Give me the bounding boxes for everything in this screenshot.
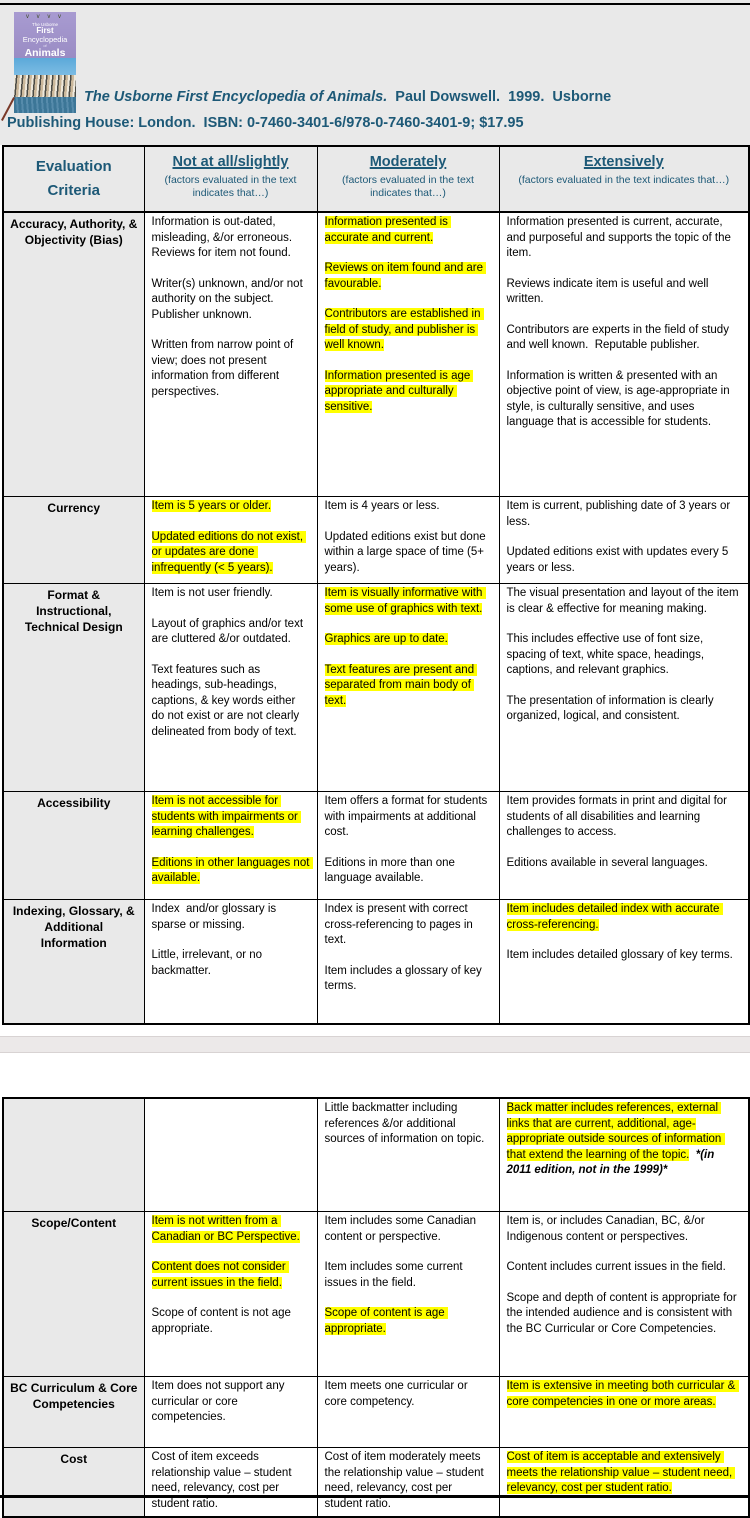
cell-paragraph [152, 586, 310, 602]
column-header-criteria: Evaluation Criteria [3, 146, 144, 212]
cell-text: Contributors are experts in the field of study and well known. Reputable publisher. [506, 323, 733, 351]
cell-paragraph [325, 1101, 492, 1148]
cell-paragraph [507, 1291, 742, 1338]
cell-text: Reviews indicate item is useful and well written. [506, 277, 712, 305]
cell-paragraph [152, 1214, 310, 1245]
column-header-label: Moderately [369, 154, 447, 170]
cell-text: Information is out-dated, misleading, &/or erroneous. Reviews for item not found. [151, 216, 299, 259]
cell-paragraph [507, 277, 742, 308]
cell-paragraph [507, 499, 742, 530]
criteria-cell: Cost [3, 1448, 144, 1518]
rubric-cell [317, 497, 499, 584]
rubric-row [3, 1448, 749, 1518]
cell-paragraph [325, 856, 492, 887]
cell-paragraph [325, 632, 492, 648]
header-band [0, 0, 750, 145]
cell-paragraph [152, 1260, 310, 1291]
rubric-cell [499, 1098, 749, 1212]
cell-text: Index and/or glossary is sparse or missing. [151, 903, 280, 931]
citation-authors: Paul Dowswell. 1999. Usborne [387, 89, 612, 105]
criteria-cell: Accuracy, Authority, & Objectivity (Bias) [3, 212, 144, 497]
rubric-cell [317, 1098, 499, 1212]
cell-paragraph [325, 1214, 492, 1245]
cell-paragraph [325, 964, 492, 995]
rubric-cell [144, 1448, 317, 1518]
cell-paragraph [507, 369, 742, 431]
cell-paragraph [325, 530, 492, 577]
cell-paragraph [151, 856, 313, 887]
highlighted-text: Cost of item is acceptable and extensively meets the relationship value – student need, relevancy, cost per student ratio. [506, 1451, 736, 1494]
rubric-row [3, 1377, 749, 1448]
rubric-cell [144, 584, 317, 792]
cover-title-line3: of [43, 43, 47, 48]
criteria-cell [3, 1098, 144, 1212]
criteria-cell: Accessibility [3, 792, 144, 900]
highlighted-text: Back matter includes references, external links that are current, additional, age-appropriate outside sources of information that extend the learning of the topic. [506, 1102, 725, 1161]
rubric-cell [317, 584, 499, 792]
cell-paragraph [507, 1214, 742, 1245]
cell-text: Item meets one curricular or core competency. [324, 1380, 471, 1408]
cell-text: Item includes some current issues in the field. [324, 1261, 466, 1289]
highlighted-text: Information presented is accurate and current. [324, 216, 452, 244]
cell-text: Editions in more than one language available. [324, 856, 459, 884]
cell-paragraph [325, 215, 492, 246]
cell-paragraph [325, 261, 492, 292]
cell-text: Item is current, publishing date of 3 years or less. [506, 500, 734, 528]
rubric-cell [317, 212, 499, 497]
highlighted-text: Editions in other languages not available. [151, 856, 313, 884]
rubric-cell [499, 497, 749, 584]
cell-paragraph [325, 794, 492, 841]
book-cover-top [14, 12, 76, 58]
cell-text: Item provides formats in print and digital for students of all disabilities and learning challenges to access. [506, 795, 731, 838]
column-header-subtext: (factors evaluated in the text indicates that…) [342, 174, 474, 199]
cell-paragraph [325, 586, 492, 617]
cell-text: Scope and depth of content is appropriate for the intended audience and is consistent with the BC Curricular or Core Competencies. [506, 1291, 740, 1335]
cell-paragraph [152, 794, 310, 841]
rubric-cell [499, 1448, 749, 1518]
citation-title: The Usborne First Encyclopedia of Animals. [84, 89, 388, 105]
cell-paragraph [325, 307, 492, 354]
highlighted-text: Item is 5 years or older. [151, 500, 272, 512]
cell-paragraph [325, 499, 492, 515]
geese-illustration: v v v v [25, 14, 64, 20]
cell-text: Updated editions exist with updates every 5 years or less. [506, 546, 732, 574]
rubric-cell [317, 900, 499, 1025]
cell-paragraph [507, 215, 742, 262]
highlighted-text: Updated editions do not exist, or updates are done infrequently (< 5 years). [151, 530, 307, 574]
cell-text: Item is, or includes Canadian, BC, &/or Indigenous content or perspectives. [506, 1215, 708, 1243]
rubric-row [3, 1098, 749, 1212]
cell-paragraph [507, 586, 742, 617]
highlighted-text: Item includes detailed index with accurate cross-referencing. [506, 903, 723, 931]
cell-text: Cost of item moderately meets the relationship value – student need, relevancy, cost per student ratio. [324, 1451, 487, 1510]
citation-line2: Publishing House: London. ISBN: 0-7460-3401-6/978-0-7460-3401-9; $17.95 [7, 115, 524, 131]
cell-text: Cost of item exceeds relationship value – student need, relevancy, cost per student ratio. [151, 1451, 295, 1510]
cell-text: Editions available in several languages. [506, 856, 708, 869]
rubric-row [3, 584, 749, 792]
rubric-row [3, 212, 749, 497]
cell-paragraph [152, 1450, 310, 1512]
cover-water-reflection [14, 97, 76, 113]
cell-paragraph [507, 323, 742, 354]
cell-paragraph [152, 948, 310, 979]
column-header-subtext: (factors evaluated in the text indicates that…) [164, 174, 297, 199]
rubric-header-row [3, 146, 749, 212]
cell-text: Item does not support any curricular or core competencies. [151, 1380, 288, 1423]
column-header-label: Not at all/slightly [172, 154, 289, 170]
rubric-cell [317, 792, 499, 900]
cell-text: Index is present with correct cross-referencing to pages in text. [324, 903, 477, 946]
highlighted-text: Graphics are up to date. [324, 633, 448, 645]
rubric-cell [144, 1098, 317, 1212]
highlighted-text: Item is not written from a Canadian or BC Perspective. [151, 1215, 300, 1243]
rubric-cell [144, 212, 317, 497]
cell-text: Little backmatter including references &/or additional sources of information on topic. [324, 1102, 485, 1145]
citation-line1 [84, 86, 744, 108]
cell-text: Scope of content is not age appropriate. [151, 1307, 295, 1335]
cell-text: This includes effective use of font size, spacing of text, white space, headings, captions, and relevant graphics. [506, 633, 708, 676]
cell-paragraph [152, 1379, 310, 1426]
cell-paragraph [152, 499, 310, 515]
cell-paragraph [325, 1260, 492, 1291]
cell-paragraph [507, 948, 742, 964]
rubric-row [3, 900, 749, 1025]
cell-paragraph [507, 1450, 742, 1497]
highlighted-text: Scope of content is age appropriate. [324, 1307, 448, 1335]
rubric-cell [144, 1212, 317, 1377]
cell-text: Item includes detailed glossary of key terms. [506, 949, 733, 961]
cell-paragraph [152, 663, 310, 741]
criteria-cell: Format & Instructional, Technical Design [3, 584, 144, 792]
cell-paragraph [152, 1306, 310, 1337]
cell-paragraph [507, 1379, 742, 1410]
rubric-cell [317, 1448, 499, 1518]
cell-paragraph [325, 663, 492, 710]
cell-paragraph [152, 277, 310, 324]
rubric-cell [499, 1377, 749, 1448]
cell-paragraph [325, 1306, 492, 1337]
cell-text: Content includes current issues in the field. [506, 1261, 726, 1273]
cell-paragraph [507, 856, 742, 872]
cover-title-line1: First [36, 26, 54, 35]
criteria-cell: Indexing, Glossary, & Additional Information [3, 900, 144, 1025]
rubric-cell [144, 792, 317, 900]
cover-title-line2: Encyclopedia [22, 35, 68, 44]
rubric-cell [317, 1212, 499, 1377]
column-header-not-at-all [144, 146, 317, 212]
cell-paragraph [507, 694, 742, 725]
cell-paragraph [152, 338, 310, 400]
cell-text: Layout of graphics and/or text are cluttered &/or outdated. [151, 617, 307, 645]
column-header-subtext: (factors evaluated in the text indicates that…) [518, 174, 730, 186]
rubric-cell [499, 212, 749, 497]
top-border-line [0, 3, 750, 5]
rubric-table-page-2 [2, 1097, 750, 1518]
highlighted-text: Contributors are established in field of study, and publisher is well known. [324, 308, 484, 351]
cell-text: Item is not user friendly. [151, 587, 273, 599]
criteria-cell: Currency [3, 497, 144, 584]
highlighted-text: Content does not consider current issues in the field. [151, 1261, 289, 1289]
cell-paragraph [325, 902, 492, 949]
criteria-cell: Scope/Content [3, 1212, 144, 1377]
rubric-table-page-1 [2, 145, 750, 1025]
cell-paragraph [507, 902, 742, 933]
rubric-cell [144, 1377, 317, 1448]
cell-text: Updated editions exist but done within a large space of time (5+ years). [324, 530, 489, 574]
rubric-row [3, 1212, 749, 1377]
page-separator [0, 1036, 750, 1053]
cell-text: The presentation of information is clearly organized, logical, and consistent. [506, 694, 717, 722]
rubric-cell [499, 900, 749, 1025]
cell-paragraph [152, 902, 310, 933]
cell-text: Written from narrow point of view; does not present information from different perspectives. [151, 339, 297, 398]
highlighted-text: Text features are present and separated from main body of text. [324, 663, 478, 707]
criteria-cell: BC Curriculum & Core Competencies [3, 1377, 144, 1448]
rubric-cell [499, 792, 749, 900]
cover-title-line4: Animals [24, 47, 66, 58]
cell-paragraph [507, 1101, 742, 1179]
rubric-cell [499, 584, 749, 792]
rubric-cell [144, 900, 317, 1025]
cover-brand-text: The Usborne [31, 22, 58, 27]
cell-paragraph [152, 617, 310, 648]
cell-text: Item is 4 years or less. [324, 500, 440, 512]
rubric-cell [317, 1377, 499, 1448]
cell-text: Little, irrelevant, or no backmatter. [151, 949, 266, 977]
rubric-cell [144, 497, 317, 584]
book-cover-image [14, 12, 76, 113]
column-header-label: Extensively [583, 154, 664, 170]
cell-text: *(in 2011 edition, not in the 1999)* [506, 1148, 718, 1176]
highlighted-text: Information presented is age appropriate and culturally sensitive. [324, 369, 474, 413]
cell-paragraph [507, 545, 742, 576]
cell-text: Information is written & presented with an objective point of view, is age-appropriate in style, is culturally sensitive, and uses language that is accessible for students. [506, 369, 733, 428]
cell-text: Writer(s) unknown, and/or not authority on the subject. Publisher unknown. [151, 277, 306, 321]
highlighted-text: Item is not accessible for students with impairments or learning challenges. [151, 795, 302, 838]
cell-paragraph [152, 530, 310, 577]
cell-text: Item offers a format for students with impairments at additional cost. [324, 795, 491, 838]
highlighted-text: Item is extensive in meeting both curricular & core competencies in one or more areas. [506, 1380, 739, 1408]
bottom-border-line [0, 1495, 750, 1498]
cell-paragraph [507, 794, 742, 841]
cell-text: Information presented is current, accurate, and purposeful and supports the topic of the item. [506, 216, 735, 259]
cell-text: Item includes some Canadian content or perspective. [324, 1215, 480, 1243]
column-header-moderately [317, 146, 499, 212]
highlighted-text: Item is visually informative with some use of graphics with text. [324, 587, 486, 615]
rubric-row [3, 497, 749, 584]
cover-zebra-photo [14, 75, 76, 97]
cell-paragraph [325, 1379, 492, 1410]
cell-text: Text features such as headings, sub-headings, captions, & key words either do not exist or are not clearly delineated from body of text. [151, 663, 303, 738]
cell-text: The visual presentation and layout of the item is clear & effective for meaning making. [506, 587, 742, 615]
cell-paragraph [507, 1260, 742, 1276]
rubric-cell [499, 1212, 749, 1377]
cover-sky-band [14, 58, 76, 75]
cell-paragraph [152, 215, 310, 262]
rubric-row [3, 792, 749, 900]
cell-paragraph [325, 1450, 492, 1512]
cell-paragraph [507, 632, 742, 679]
cell-text: Item includes a glossary of key terms. [324, 964, 485, 992]
highlighted-text: Reviews on item found and are favourable. [324, 262, 487, 290]
column-header-extensively [499, 146, 749, 212]
cell-paragraph [325, 369, 492, 416]
